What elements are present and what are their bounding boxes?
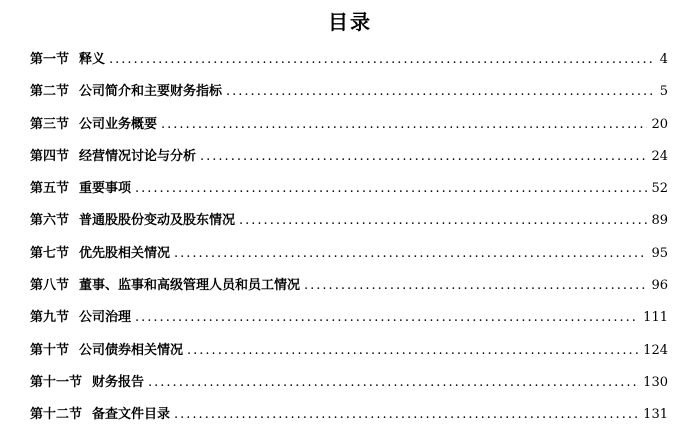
dot-leader	[135, 310, 639, 325]
page-number: 96	[651, 278, 668, 294]
page-number: 52	[651, 181, 668, 197]
section-number: 第四节	[30, 148, 70, 164]
table-of-contents	[30, 48, 668, 436]
dot-leader	[226, 84, 656, 99]
section-number: 第七节	[30, 245, 70, 261]
section-title: 公司治理	[79, 310, 132, 326]
dot-leader	[161, 117, 647, 132]
toc-entry[interactable]	[30, 403, 668, 435]
section-number: 第八节	[30, 278, 70, 294]
dot-leader	[135, 181, 647, 196]
section-number: 第十二节	[30, 407, 83, 423]
dot-leader	[148, 375, 639, 390]
section-title: 公司债券相关情况	[79, 342, 184, 358]
toc-entry[interactable]	[30, 371, 668, 403]
section-number: 第三节	[30, 116, 70, 132]
toc-entry[interactable]	[30, 177, 668, 209]
page-number: 89	[651, 213, 668, 229]
page-number: 111	[643, 310, 668, 326]
section-title: 释义	[79, 52, 106, 67]
dot-leader	[174, 246, 647, 261]
page-number: 124	[643, 342, 668, 358]
page-number: 4	[659, 52, 668, 67]
toc-entry[interactable]	[30, 242, 668, 274]
section-number: 第十一节	[30, 374, 83, 390]
section-number: 第二节	[30, 84, 70, 100]
section-title: 公司业务概要	[79, 116, 158, 132]
section-number: 第五节	[30, 181, 70, 197]
section-number: 第九节	[30, 310, 70, 326]
page-number: 131	[643, 407, 668, 423]
page-number: 95	[651, 245, 668, 261]
page-title: 目录	[328, 10, 372, 34]
toc-entry[interactable]	[30, 209, 668, 241]
page-number: 130	[643, 374, 668, 390]
toc-entry[interactable]	[30, 339, 668, 371]
dot-leader	[187, 343, 639, 358]
section-number: 第六节	[30, 213, 70, 229]
toc-entry[interactable]	[30, 274, 668, 306]
toc-entry[interactable]	[30, 48, 668, 80]
toc-entry[interactable]	[30, 306, 668, 338]
section-number: 第一节	[30, 52, 70, 67]
dot-leader	[200, 149, 647, 164]
page-number: 5	[659, 84, 668, 100]
section-title: 经营情况讨论与分析	[79, 148, 197, 164]
dot-leader	[239, 213, 647, 228]
section-title: 普通股股份变动及股东情况	[79, 213, 236, 229]
toc-entry[interactable]	[30, 145, 668, 177]
toc-entry[interactable]	[30, 113, 668, 145]
section-title: 重要事项	[79, 181, 132, 197]
section-title: 备查文件目录	[92, 407, 171, 423]
dot-leader	[109, 52, 656, 67]
dot-leader	[174, 407, 639, 422]
page-number: 20	[651, 116, 668, 132]
dot-leader	[304, 278, 647, 293]
page-number: 24	[651, 148, 668, 164]
section-number: 第十节	[30, 342, 70, 358]
section-title: 优先股相关情况	[79, 245, 171, 261]
section-title: 董事、监事和高级管理人员和员工情况	[79, 278, 301, 294]
toc-entry[interactable]	[30, 80, 668, 112]
section-title: 公司简介和主要财务指标	[79, 84, 223, 100]
section-title: 财务报告	[92, 374, 145, 390]
